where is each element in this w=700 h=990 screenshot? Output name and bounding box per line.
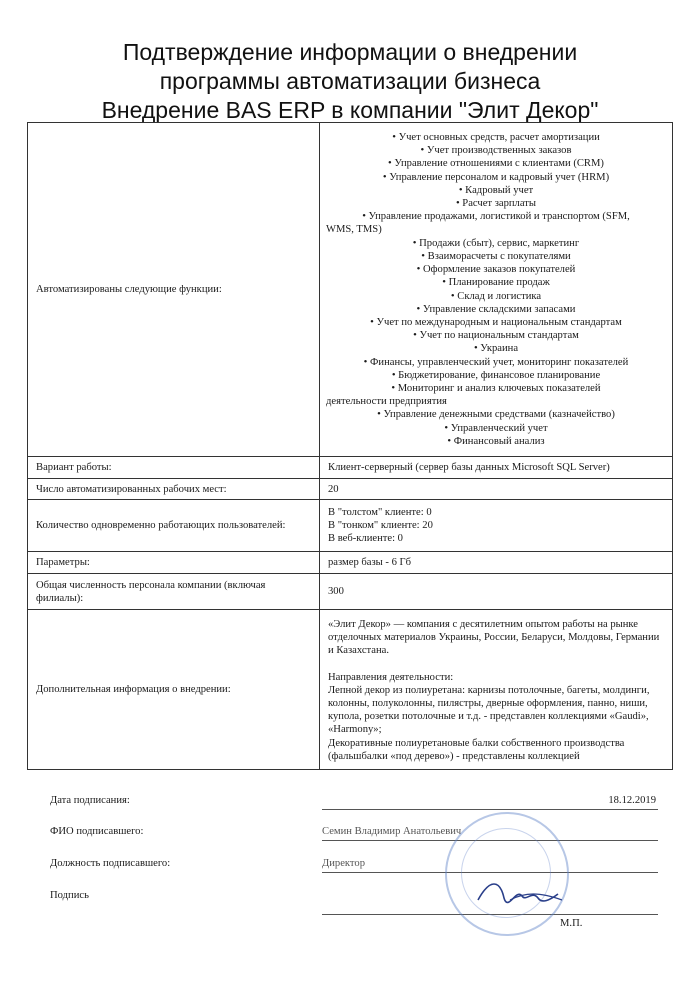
title-line-1: Подтверждение информации о внедрении xyxy=(122,39,578,65)
function-item: • Оформление заказов покупателей xyxy=(416,264,576,276)
functions-list xyxy=(320,123,673,457)
name-value: Семин Владимир Анатольевич xyxy=(322,826,462,837)
function-item: • Учет производственных заказов xyxy=(420,145,572,157)
function-item: • Склад и логистика xyxy=(450,290,542,302)
params-row xyxy=(28,552,673,574)
function-item: • Финансовый анализ xyxy=(447,435,545,447)
concurrent-label: Количество одновременно работающих пользователей: xyxy=(28,500,320,552)
additional-info xyxy=(320,610,673,770)
function-item: • Учет основных средств, расчет амортизации xyxy=(392,132,600,144)
function-item: • Продажи (сбыт), сервис, маркетинг xyxy=(412,237,580,249)
functions-row xyxy=(28,123,673,457)
title-line-3: Внедрение BAS ERP в компании "Элит Декор" xyxy=(101,97,599,123)
document-title xyxy=(0,38,700,125)
concurrent-web: В веб-клиенте: 0 xyxy=(328,533,403,544)
function-item: • Управление отношениями с клиентами (CRM) xyxy=(388,158,604,170)
function-item: • Учет по международным и национальным стандартам xyxy=(370,316,622,328)
functions-label: Автоматизированы следующие функции: xyxy=(28,123,320,457)
function-item: • Планирование продаж xyxy=(442,277,550,289)
staff-value: 300 xyxy=(320,574,673,610)
additional-paragraph-1: «Элит Декор» — компания с десятилетним опытом работы на рынке отделочных материалов Украины, России, Беларуси, Молдовы, Германии и Казахстана. xyxy=(328,619,660,657)
additional-paragraph-2-body: Лепной декор из полиуретана: карнизы потолочные, багеты, молдинги, колонны, полуколонны, пилястры, дверные оформления, панно, ниши, купола, розетки потолочные и т.д. - представлен коллекциями «Gaudi», «Harmony»; xyxy=(328,684,650,736)
function-item: • Бюджетирование, финансовое планирование xyxy=(391,369,601,381)
function-item: деятельности предприятия xyxy=(326,396,447,408)
staff-row xyxy=(28,574,673,610)
concurrent-thin: В "тонком" клиенте: 20 xyxy=(328,520,433,531)
function-item: • Украина xyxy=(473,343,519,355)
function-item: • Управление продажами, логистикой и транспортом (SFM, xyxy=(362,211,630,223)
function-item: WMS, TMS) xyxy=(326,224,382,236)
workplaces-value: 20 xyxy=(320,479,673,500)
additional-label: Дополнительная информация о внедрении: xyxy=(28,610,320,770)
name-label: ФИО подписавшего: xyxy=(50,826,144,837)
title-line-2: программы автоматизации бизнеса xyxy=(159,68,541,94)
concurrent-values xyxy=(320,500,673,552)
sign-label: Подпись xyxy=(50,890,89,901)
position-value: Директор xyxy=(322,858,365,869)
mode-value: Клиент-серверный (сервер базы данных Microsoft SQL Server) xyxy=(320,457,673,479)
params-value: размер базы - 6 Гб xyxy=(320,552,673,574)
date-field xyxy=(322,795,658,810)
additional-paragraph-2-title: Направления деятельности: xyxy=(328,671,454,683)
additional-paragraph-3: Декоративные полиуретановые балки собственного производства (фальшбалки «под дерево») - представлены коллекцией xyxy=(328,737,625,762)
concurrent-thick: В "толстом" клиенте: 0 xyxy=(328,507,432,518)
function-item: • Управленческий учет xyxy=(444,422,548,434)
function-item: • Учет по национальным стандартам xyxy=(413,330,579,342)
mode-label: Вариант работы: xyxy=(28,457,320,479)
info-table xyxy=(27,122,673,770)
function-item: • Расчет зарплаты xyxy=(455,198,537,210)
workplaces-row xyxy=(28,479,673,500)
params-label: Параметры: xyxy=(28,552,320,574)
mode-row xyxy=(28,457,673,479)
function-item: • Управление денежными средствами (казначейство) xyxy=(377,409,615,421)
function-item: • Финансы, управленческий учет, мониторинг показателей xyxy=(363,356,629,368)
handwritten-signature xyxy=(470,870,570,920)
date-value: 18.12.2019 xyxy=(608,795,656,806)
position-label: Должность подписавшего: xyxy=(50,858,171,869)
function-item: • Управление персоналом и кадровый учет (HRM) xyxy=(382,171,610,183)
function-item: • Мониторинг и анализ ключевых показателей xyxy=(391,382,601,394)
staff-label: Общая численность персонала компании (включая филиалы): xyxy=(28,574,320,610)
additional-row xyxy=(28,610,673,770)
concurrent-row xyxy=(28,500,673,552)
function-item: • Кадровый учет xyxy=(458,184,534,196)
function-item: • Взаиморасчеты с покупателями xyxy=(421,250,571,262)
function-item: • Управление складскими запасами xyxy=(416,303,576,315)
date-label: Дата подписания: xyxy=(50,795,130,806)
workplaces-label: Число автоматизированных рабочих мест: xyxy=(28,479,320,500)
stamp-place-label: М.П. xyxy=(560,918,583,929)
